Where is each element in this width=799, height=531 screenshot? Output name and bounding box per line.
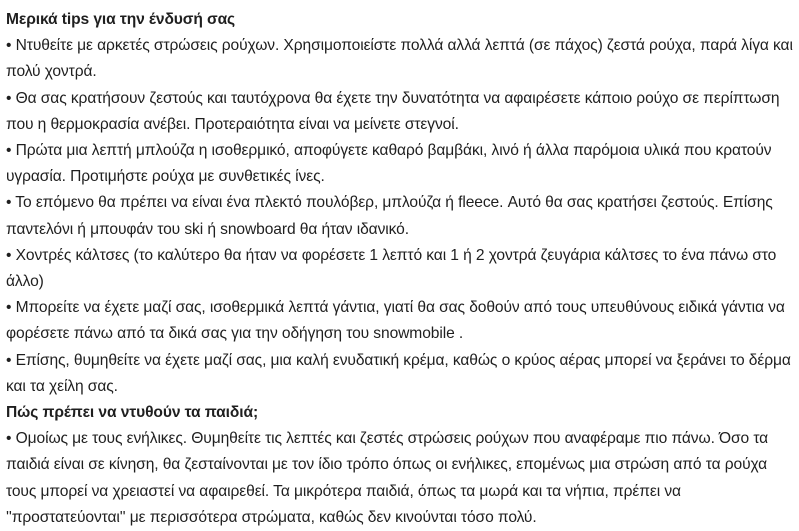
section-heading-children: Πώς πρέπει να ντυθούν τα παιδιά; [6, 404, 259, 422]
tip-socks: • Χοντρές κάλτσες (το καλύτερο θα ήταν να φορέσετε 1 λεπτό και 1 ή 2 χοντρά ζευγάρια κάλτσες το ένα πάνω στο άλλο) [6, 246, 777, 291]
tip-mid-layer: • Το επόμενο θα πρέπει να είναι ένα πλεκτό πουλόβερ, μπλούζα ή fleece. Αυτό θα σας κρατήσει ζεστούς. Επίσης παντελόνι ή μπουφάν του ski ή snowboard θα ήταν ιδανικό. [6, 194, 773, 238]
tip-children-layers: • Ομοίως με τους ενήλικες. Θυμηθείτε τις λεπτές και ζεστές στρώσεις ρούχων που αναφέραμε πιο πάνω. Όσο τα παιδιά είναι σε κίνηση, θα ζεσταίνονται με τον ίδιο τρόπο όπως οι ενήλικες, επομένως μια στρώση από τα ρούχα τους μπορεί να χρειαστεί να αφαιρεθεί. Τα μικρότερα παιδιά, όπως τα μωρά και τα νήπια, πρέπει να ''προστατεύονται'' με περισσότερα στρώματα, καθώς δεν κινούνται τόσο πολύ. [6, 430, 769, 526]
tip-gloves: • Μπορείτε να έχετε μαζί σας, ισοθερμικά λεπτά γάντια, γιατί θα σας δοθούν από τους υπευθύνους ειδικά γάντια να φορέσετε πάνω από τα δικά σας για την οδήγηση του snowmobile . [6, 299, 785, 343]
tip-moisturizer: • Επίσης, θυμηθείτε να έχετε μαζί σας, μια καλή ενυδατική κρέμα, καθώς ο κρύος αέρας μπορεί να ξεράνει το δέρμα και τα χείλη σας. [6, 351, 791, 395]
tip-layers: • Ντυθείτε με αρκετές στρώσεις ρούχων. Χρησιμοποιείστε πολλά αλλά λεπτά (σε πάχος) ζεστά ρούχα, παρά λίγα και πολύ χοντρά. [6, 37, 793, 81]
tip-base-layer: • Πρώτα μια λεπτή μπλούζα η ισοθερμικό, αποφύγετε καθαρό βαμβάκι, λινό ή άλλα παρόμοια υλικά που κρατούν υγρασία. Προτιμήστε ρούχα με συνθετικές ίνες. [6, 142, 772, 186]
tip-stay-dry: • Θα σας κρατήσουν ζεστούς και ταυτόχρονα θα έχετε την δυνατότητα να αφαιρέσετε κάποιο ρούχο σε περίπτωση που η θερμοκρασία ανέβει. Προτεραιότητα είναι να μείνετε στεγνοί. [6, 89, 780, 133]
section-heading-adult-tips: Μερικά tips για την ένδυσή σας [6, 11, 236, 28]
